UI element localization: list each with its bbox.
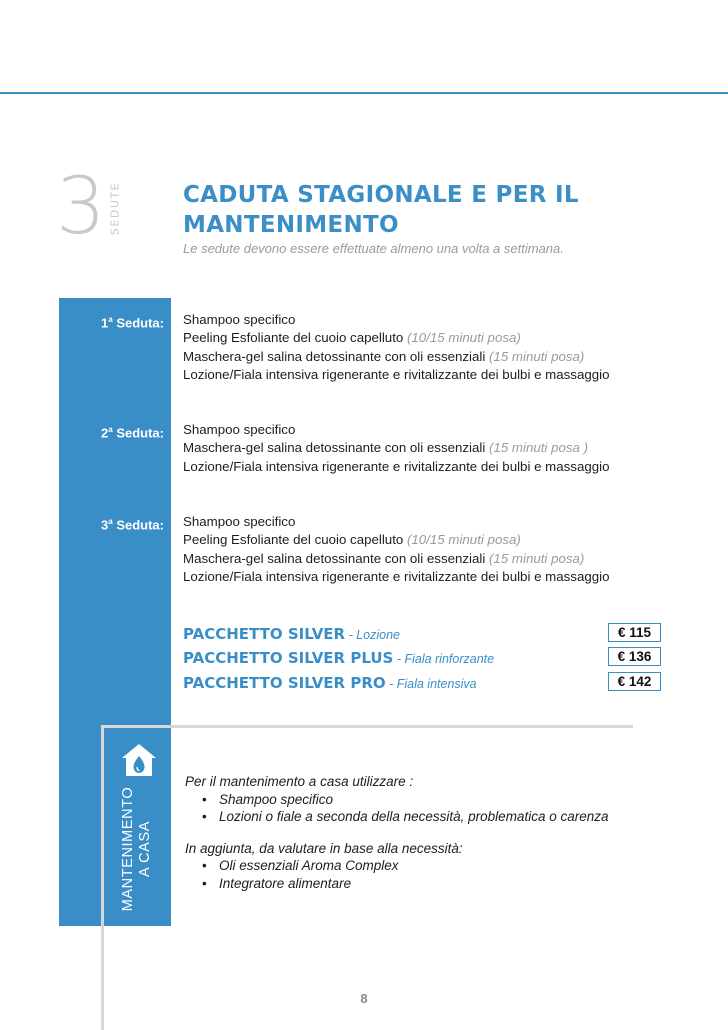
session-3-number: 3 (101, 517, 109, 533)
session-3-label (59, 513, 164, 534)
session-1-step (183, 311, 703, 329)
house-icon (120, 742, 158, 778)
session-3-label-text: Seduta: (112, 517, 164, 533)
session-2-step (183, 439, 703, 457)
session-2-label-text: Seduta: (112, 425, 164, 441)
caption-line: MANTENIMENTO (120, 786, 136, 912)
session-2-number: 2 (101, 425, 109, 441)
step-note: (15 minuti posa ) (489, 440, 589, 456)
session-1-superscript: a (108, 315, 113, 324)
step-text: Lozione/Fiala intensiva rigenerante e rivitalizzante dei bulbi e massaggio (183, 458, 610, 474)
list-item: • Oli essenziali Aroma Complex (185, 857, 665, 875)
package-silver (183, 623, 661, 645)
session-3-step (183, 550, 703, 568)
step-text: Shampoo specifico (183, 514, 296, 529)
home-care-intro: Per il mantenimento a casa utilizzare : (185, 774, 414, 789)
session-2-label (59, 421, 164, 442)
step-note: (10/15 minuti posa) (406, 330, 521, 346)
session-1-label-text: Seduta: (112, 315, 164, 331)
step-note: (15 minuti posa) (489, 550, 585, 566)
session-count-label (108, 175, 122, 243)
session-1-label (59, 311, 164, 332)
step-note: (15 minuti posa) (489, 348, 585, 364)
package-price: € 136 (608, 647, 661, 666)
session-2-steps (183, 421, 703, 476)
home-care-top-rule (101, 725, 633, 728)
package-price: € 142 (608, 672, 661, 691)
session-1-number: 1 (101, 315, 109, 331)
section-title: CADUTA STAGIONALE E PER IL MANTENIMENTO (183, 182, 579, 238)
package-description: - Lozione (345, 628, 401, 642)
step-text: Maschera-gel salina detossinante con oli essenziali (183, 550, 489, 566)
session-1-step (183, 329, 703, 347)
step-text: Maschera-gel salina detossinante con oli essenziali (183, 348, 489, 364)
list-item: • Lozioni o fiale a seconda della necessità, problematica o carenza (185, 808, 665, 826)
package-title: PACCHETTO SILVER PRO (183, 674, 386, 692)
package-silver-pro (183, 672, 661, 694)
list-item: • Integratore alimentare (185, 875, 665, 893)
session-3-step (183, 513, 703, 531)
package-name (183, 623, 400, 646)
home-care-side-rule (101, 725, 104, 1030)
package-title: PACCHETTO SILVER (183, 625, 346, 643)
page-number: 8 (360, 991, 368, 1006)
header-rule (0, 92, 728, 94)
session-3-superscript: a (108, 517, 113, 526)
session-1-steps (183, 311, 703, 384)
step-text: Lozione/Fiala intensiva rigenerante e rivitalizzante dei bulbi e massaggio (183, 366, 610, 382)
step-text: Shampoo specifico (183, 312, 296, 327)
package-description: - Fiala intensiva (385, 677, 477, 691)
session-3-step (183, 568, 703, 586)
package-price: € 115 (608, 623, 661, 642)
session-2-step (183, 458, 703, 476)
step-text: Maschera-gel salina detossinante con oli essenziali (183, 440, 489, 456)
package-name (183, 672, 477, 695)
session-2-superscript: a (108, 425, 113, 434)
step-text: Peeling Esfoliante del cuoio capelluto (183, 532, 407, 548)
session-2-step (183, 421, 703, 439)
session-1-step (183, 366, 703, 384)
session-1-step (183, 348, 703, 366)
session-count-label-text: SEDUTE (108, 181, 122, 236)
package-description: - Fiala rinforzante (393, 652, 495, 666)
step-text: Peeling Esfoliante del cuoio capelluto (183, 330, 407, 346)
package-silver-plus (183, 647, 661, 669)
home-care-content (185, 773, 665, 906)
step-text: Shampoo specifico (183, 422, 296, 437)
step-note: (10/15 minuti posa) (406, 532, 521, 548)
home-care-addition-intro: In aggiunta, da valutare in base alla necessità: (185, 840, 463, 856)
list-item: • Shampoo specifico (185, 791, 665, 809)
section-subtitle: Le sedute devono essere effettuate almeno una volta a settimana. (183, 241, 564, 256)
home-care-list (185, 791, 665, 826)
session-3-steps (183, 513, 703, 586)
home-care-caption (110, 786, 164, 912)
package-name (183, 647, 494, 670)
session-3-step (183, 531, 703, 549)
caption-line: A CASA (137, 821, 153, 877)
package-title: PACCHETTO SILVER PLUS (183, 649, 394, 667)
home-care-caption-text (110, 786, 164, 912)
session-count: 3 (56, 162, 106, 252)
step-text: Lozione/Fiala intensiva rigenerante e rivitalizzante dei bulbi e massaggio (183, 568, 610, 584)
home-care-addition-list (185, 857, 665, 892)
